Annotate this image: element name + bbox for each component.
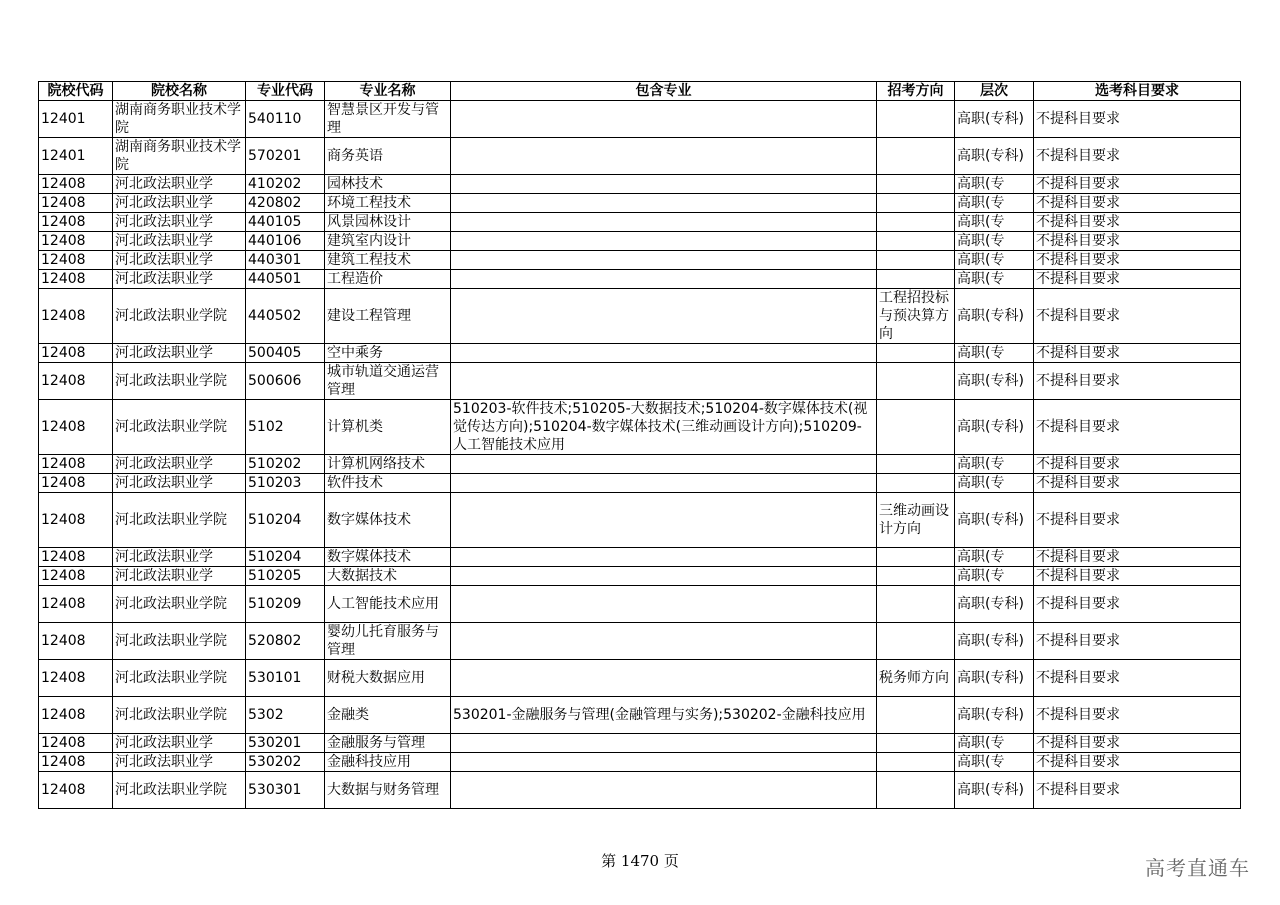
subject-requirement-cell: 不提科目要求 bbox=[1034, 734, 1241, 753]
school-name-cell: 河北政法职业学 bbox=[113, 753, 246, 772]
direction-cell bbox=[877, 753, 955, 772]
school-code-cell: 12408 bbox=[39, 660, 113, 697]
school-code-cell: 12408 bbox=[39, 363, 113, 400]
school-code-cell: 12408 bbox=[39, 474, 113, 493]
school-name-cell: 河北政法职业学 bbox=[113, 344, 246, 363]
school-name-cell: 河北政法职业学 bbox=[113, 175, 246, 194]
major-code-cell: 540110 bbox=[246, 101, 325, 138]
level-cell: 高职(专 bbox=[955, 270, 1034, 289]
major-code-cell: 570201 bbox=[246, 138, 325, 175]
level-cell: 高职(专科) bbox=[955, 586, 1034, 623]
school-name-cell: 河北政法职业学 bbox=[113, 213, 246, 232]
subject-requirement-cell: 不提科目要求 bbox=[1034, 101, 1241, 138]
major-name-cell: 数字媒体技术 bbox=[325, 493, 451, 548]
school-name-cell: 河北政法职业学 bbox=[113, 567, 246, 586]
school-code-cell: 12408 bbox=[39, 772, 113, 809]
included-majors-cell bbox=[451, 344, 877, 363]
major-code-cell: 440501 bbox=[246, 270, 325, 289]
header-included-majors: 包含专业 bbox=[451, 82, 877, 101]
major-code-cell: 420802 bbox=[246, 194, 325, 213]
included-majors-cell bbox=[451, 753, 877, 772]
school-code-cell: 12408 bbox=[39, 175, 113, 194]
school-code-cell: 12408 bbox=[39, 232, 113, 251]
major-code-cell: 500606 bbox=[246, 363, 325, 400]
direction-cell bbox=[877, 363, 955, 400]
major-name-cell: 建设工程管理 bbox=[325, 289, 451, 344]
watermark: 高考直通车 bbox=[1145, 856, 1250, 880]
included-majors-cell bbox=[451, 567, 877, 586]
direction-cell bbox=[877, 138, 955, 175]
major-code-cell: 510204 bbox=[246, 548, 325, 567]
subject-requirement-cell: 不提科目要求 bbox=[1034, 753, 1241, 772]
subject-requirement-cell: 不提科目要求 bbox=[1034, 194, 1241, 213]
included-majors-cell bbox=[451, 548, 877, 567]
subject-requirement-cell: 不提科目要求 bbox=[1034, 586, 1241, 623]
level-cell: 高职(专科) bbox=[955, 138, 1034, 175]
table-row bbox=[39, 567, 1241, 586]
direction-cell bbox=[877, 194, 955, 213]
school-code-cell: 12408 bbox=[39, 623, 113, 660]
direction-cell bbox=[877, 270, 955, 289]
table-row bbox=[39, 493, 1241, 548]
level-cell: 高职(专科) bbox=[955, 623, 1034, 660]
school-name-cell: 河北政法职业学 bbox=[113, 270, 246, 289]
major-name-cell: 金融类 bbox=[325, 697, 451, 734]
major-code-cell: 500405 bbox=[246, 344, 325, 363]
major-code-cell: 5102 bbox=[246, 400, 325, 455]
admission-table-sheet bbox=[38, 81, 1240, 809]
table-body bbox=[39, 101, 1241, 809]
direction-cell bbox=[877, 623, 955, 660]
school-code-cell: 12408 bbox=[39, 753, 113, 772]
header-school-code: 院校代码 bbox=[39, 82, 113, 101]
included-majors-cell bbox=[451, 734, 877, 753]
included-majors-cell bbox=[451, 623, 877, 660]
included-majors-cell bbox=[451, 289, 877, 344]
included-majors-cell bbox=[451, 270, 877, 289]
direction-cell bbox=[877, 175, 955, 194]
school-code-cell: 12401 bbox=[39, 138, 113, 175]
included-majors-cell: 530201-金融服务与管理(金融管理与实务);530202-金融科技应用 bbox=[451, 697, 877, 734]
major-name-cell: 大数据技术 bbox=[325, 567, 451, 586]
school-name-cell: 湖南商务职业技术学院 bbox=[113, 101, 246, 138]
level-cell: 高职(专 bbox=[955, 753, 1034, 772]
level-cell: 高职(专科) bbox=[955, 363, 1034, 400]
direction-cell bbox=[877, 400, 955, 455]
table-row bbox=[39, 101, 1241, 138]
table-row bbox=[39, 363, 1241, 400]
subject-requirement-cell: 不提科目要求 bbox=[1034, 548, 1241, 567]
school-code-cell: 12408 bbox=[39, 567, 113, 586]
level-cell: 高职(专科) bbox=[955, 101, 1034, 138]
major-name-cell: 大数据与财务管理 bbox=[325, 772, 451, 809]
table-row bbox=[39, 138, 1241, 175]
major-name-cell: 商务英语 bbox=[325, 138, 451, 175]
school-name-cell: 河北政法职业学院 bbox=[113, 586, 246, 623]
admission-table bbox=[38, 81, 1241, 809]
table-row bbox=[39, 232, 1241, 251]
direction-cell bbox=[877, 455, 955, 474]
school-name-cell: 河北政法职业学院 bbox=[113, 400, 246, 455]
header-major-code: 专业代码 bbox=[246, 82, 325, 101]
school-name-cell: 河北政法职业学 bbox=[113, 251, 246, 270]
major-name-cell: 金融服务与管理 bbox=[325, 734, 451, 753]
included-majors-cell bbox=[451, 232, 877, 251]
major-code-cell: 510205 bbox=[246, 567, 325, 586]
major-name-cell: 智慧景区开发与管理 bbox=[325, 101, 451, 138]
major-code-cell: 520802 bbox=[246, 623, 325, 660]
table-row bbox=[39, 213, 1241, 232]
school-name-cell: 河北政法职业学 bbox=[113, 455, 246, 474]
school-code-cell: 12408 bbox=[39, 734, 113, 753]
direction-cell bbox=[877, 474, 955, 493]
included-majors-cell bbox=[451, 363, 877, 400]
major-name-cell: 工程造价 bbox=[325, 270, 451, 289]
school-code-cell: 12408 bbox=[39, 289, 113, 344]
major-name-cell: 计算机网络技术 bbox=[325, 455, 451, 474]
table-row bbox=[39, 548, 1241, 567]
major-name-cell: 计算机类 bbox=[325, 400, 451, 455]
major-code-cell: 510203 bbox=[246, 474, 325, 493]
table-row bbox=[39, 400, 1241, 455]
school-code-cell: 12408 bbox=[39, 697, 113, 734]
level-cell: 高职(专 bbox=[955, 344, 1034, 363]
school-code-cell: 12408 bbox=[39, 455, 113, 474]
subject-requirement-cell: 不提科目要求 bbox=[1034, 772, 1241, 809]
level-cell: 高职(专科) bbox=[955, 289, 1034, 344]
level-cell: 高职(专 bbox=[955, 175, 1034, 194]
major-code-cell: 530101 bbox=[246, 660, 325, 697]
subject-requirement-cell: 不提科目要求 bbox=[1034, 660, 1241, 697]
included-majors-cell bbox=[451, 772, 877, 809]
major-code-cell: 410202 bbox=[246, 175, 325, 194]
major-code-cell: 530202 bbox=[246, 753, 325, 772]
subject-requirement-cell: 不提科目要求 bbox=[1034, 213, 1241, 232]
major-name-cell: 建筑工程技术 bbox=[325, 251, 451, 270]
level-cell: 高职(专 bbox=[955, 734, 1034, 753]
subject-requirement-cell: 不提科目要求 bbox=[1034, 289, 1241, 344]
table-row bbox=[39, 772, 1241, 809]
major-code-cell: 440105 bbox=[246, 213, 325, 232]
included-majors-cell bbox=[451, 493, 877, 548]
table-row bbox=[39, 270, 1241, 289]
school-name-cell: 河北政法职业学院 bbox=[113, 289, 246, 344]
level-cell: 高职(专 bbox=[955, 567, 1034, 586]
included-majors-cell bbox=[451, 474, 877, 493]
level-cell: 高职(专科) bbox=[955, 493, 1034, 548]
level-cell: 高职(专 bbox=[955, 548, 1034, 567]
included-majors-cell bbox=[451, 194, 877, 213]
level-cell: 高职(专科) bbox=[955, 660, 1034, 697]
direction-cell bbox=[877, 213, 955, 232]
direction-cell bbox=[877, 251, 955, 270]
level-cell: 高职(专 bbox=[955, 232, 1034, 251]
table-row bbox=[39, 344, 1241, 363]
table-row bbox=[39, 474, 1241, 493]
school-code-cell: 12408 bbox=[39, 270, 113, 289]
subject-requirement-cell: 不提科目要求 bbox=[1034, 474, 1241, 493]
level-cell: 高职(专 bbox=[955, 194, 1034, 213]
major-code-cell: 510209 bbox=[246, 586, 325, 623]
school-name-cell: 河北政法职业学 bbox=[113, 232, 246, 251]
school-code-cell: 12408 bbox=[39, 493, 113, 548]
major-name-cell: 财税大数据应用 bbox=[325, 660, 451, 697]
school-name-cell: 河北政法职业学院 bbox=[113, 623, 246, 660]
subject-requirement-cell: 不提科目要求 bbox=[1034, 455, 1241, 474]
header-direction: 招考方向 bbox=[877, 82, 955, 101]
subject-requirement-cell: 不提科目要求 bbox=[1034, 270, 1241, 289]
direction-cell: 税务师方向 bbox=[877, 660, 955, 697]
school-name-cell: 河北政法职业学院 bbox=[113, 697, 246, 734]
included-majors-cell bbox=[451, 213, 877, 232]
included-majors-cell bbox=[451, 138, 877, 175]
major-name-cell: 城市轨道交通运营管理 bbox=[325, 363, 451, 400]
major-name-cell: 婴幼儿托育服务与管理 bbox=[325, 623, 451, 660]
school-name-cell: 湖南商务职业技术学院 bbox=[113, 138, 246, 175]
subject-requirement-cell: 不提科目要求 bbox=[1034, 363, 1241, 400]
subject-requirement-cell: 不提科目要求 bbox=[1034, 232, 1241, 251]
major-name-cell: 数字媒体技术 bbox=[325, 548, 451, 567]
subject-requirement-cell: 不提科目要求 bbox=[1034, 251, 1241, 270]
direction-cell: 三维动画设计方向 bbox=[877, 493, 955, 548]
included-majors-cell bbox=[451, 660, 877, 697]
school-name-cell: 河北政法职业学 bbox=[113, 474, 246, 493]
direction-cell bbox=[877, 734, 955, 753]
table-row bbox=[39, 289, 1241, 344]
school-name-cell: 河北政法职业学 bbox=[113, 548, 246, 567]
major-name-cell: 园林技术 bbox=[325, 175, 451, 194]
subject-requirement-cell: 不提科目要求 bbox=[1034, 567, 1241, 586]
school-code-cell: 12408 bbox=[39, 548, 113, 567]
level-cell: 高职(专科) bbox=[955, 772, 1034, 809]
level-cell: 高职(专科) bbox=[955, 400, 1034, 455]
school-code-cell: 12401 bbox=[39, 101, 113, 138]
direction-cell bbox=[877, 772, 955, 809]
major-name-cell: 空中乘务 bbox=[325, 344, 451, 363]
school-name-cell: 河北政法职业学 bbox=[113, 734, 246, 753]
direction-cell bbox=[877, 697, 955, 734]
school-name-cell: 河北政法职业学院 bbox=[113, 660, 246, 697]
table-header-row bbox=[39, 82, 1241, 101]
level-cell: 高职(专 bbox=[955, 251, 1034, 270]
major-name-cell: 金融科技应用 bbox=[325, 753, 451, 772]
school-name-cell: 河北政法职业学院 bbox=[113, 493, 246, 548]
table-row bbox=[39, 251, 1241, 270]
direction-cell bbox=[877, 344, 955, 363]
school-code-cell: 12408 bbox=[39, 586, 113, 623]
school-code-cell: 12408 bbox=[39, 400, 113, 455]
level-cell: 高职(专 bbox=[955, 213, 1034, 232]
major-code-cell: 440301 bbox=[246, 251, 325, 270]
level-cell: 高职(专 bbox=[955, 474, 1034, 493]
major-code-cell: 440106 bbox=[246, 232, 325, 251]
table-row bbox=[39, 194, 1241, 213]
major-name-cell: 软件技术 bbox=[325, 474, 451, 493]
table-row bbox=[39, 175, 1241, 194]
included-majors-cell bbox=[451, 101, 877, 138]
major-code-cell: 5302 bbox=[246, 697, 325, 734]
included-majors-cell: 510203-软件技术;510205-大数据技术;510204-数字媒体技术(视觉传达方向);510204-数字媒体技术(三维动画设计方向);510209-人工智能技术应用 bbox=[451, 400, 877, 455]
major-code-cell: 440502 bbox=[246, 289, 325, 344]
included-majors-cell bbox=[451, 251, 877, 270]
direction-cell bbox=[877, 548, 955, 567]
school-code-cell: 12408 bbox=[39, 251, 113, 270]
header-school-name: 院校名称 bbox=[113, 82, 246, 101]
subject-requirement-cell: 不提科目要求 bbox=[1034, 344, 1241, 363]
school-code-cell: 12408 bbox=[39, 194, 113, 213]
subject-requirement-cell: 不提科目要求 bbox=[1034, 175, 1241, 194]
table-row bbox=[39, 455, 1241, 474]
direction-cell: 工程招投标与预决算方向 bbox=[877, 289, 955, 344]
table-row bbox=[39, 586, 1241, 623]
subject-requirement-cell: 不提科目要求 bbox=[1034, 697, 1241, 734]
direction-cell bbox=[877, 586, 955, 623]
included-majors-cell bbox=[451, 455, 877, 474]
table-row bbox=[39, 697, 1241, 734]
major-code-cell: 510202 bbox=[246, 455, 325, 474]
direction-cell bbox=[877, 232, 955, 251]
subject-requirement-cell: 不提科目要求 bbox=[1034, 493, 1241, 548]
subject-requirement-cell: 不提科目要求 bbox=[1034, 400, 1241, 455]
included-majors-cell bbox=[451, 175, 877, 194]
level-cell: 高职(专科) bbox=[955, 697, 1034, 734]
major-name-cell: 建筑室内设计 bbox=[325, 232, 451, 251]
major-code-cell: 530301 bbox=[246, 772, 325, 809]
school-name-cell: 河北政法职业学院 bbox=[113, 772, 246, 809]
header-level: 层次 bbox=[955, 82, 1034, 101]
school-code-cell: 12408 bbox=[39, 344, 113, 363]
school-name-cell: 河北政法职业学 bbox=[113, 194, 246, 213]
direction-cell bbox=[877, 101, 955, 138]
table-row bbox=[39, 753, 1241, 772]
table-row bbox=[39, 734, 1241, 753]
direction-cell bbox=[877, 567, 955, 586]
subject-requirement-cell: 不提科目要求 bbox=[1034, 623, 1241, 660]
header-major-name: 专业名称 bbox=[325, 82, 451, 101]
level-cell: 高职(专 bbox=[955, 455, 1034, 474]
major-code-cell: 510204 bbox=[246, 493, 325, 548]
major-name-cell: 风景园林设计 bbox=[325, 213, 451, 232]
header-subject-requirement: 选考科目要求 bbox=[1034, 82, 1241, 101]
page-number: 第 1470 页 bbox=[601, 852, 679, 870]
major-code-cell: 530201 bbox=[246, 734, 325, 753]
major-name-cell: 人工智能技术应用 bbox=[325, 586, 451, 623]
subject-requirement-cell: 不提科目要求 bbox=[1034, 138, 1241, 175]
table-row bbox=[39, 623, 1241, 660]
table-row bbox=[39, 660, 1241, 697]
school-code-cell: 12408 bbox=[39, 213, 113, 232]
school-name-cell: 河北政法职业学院 bbox=[113, 363, 246, 400]
included-majors-cell bbox=[451, 586, 877, 623]
major-name-cell: 环境工程技术 bbox=[325, 194, 451, 213]
